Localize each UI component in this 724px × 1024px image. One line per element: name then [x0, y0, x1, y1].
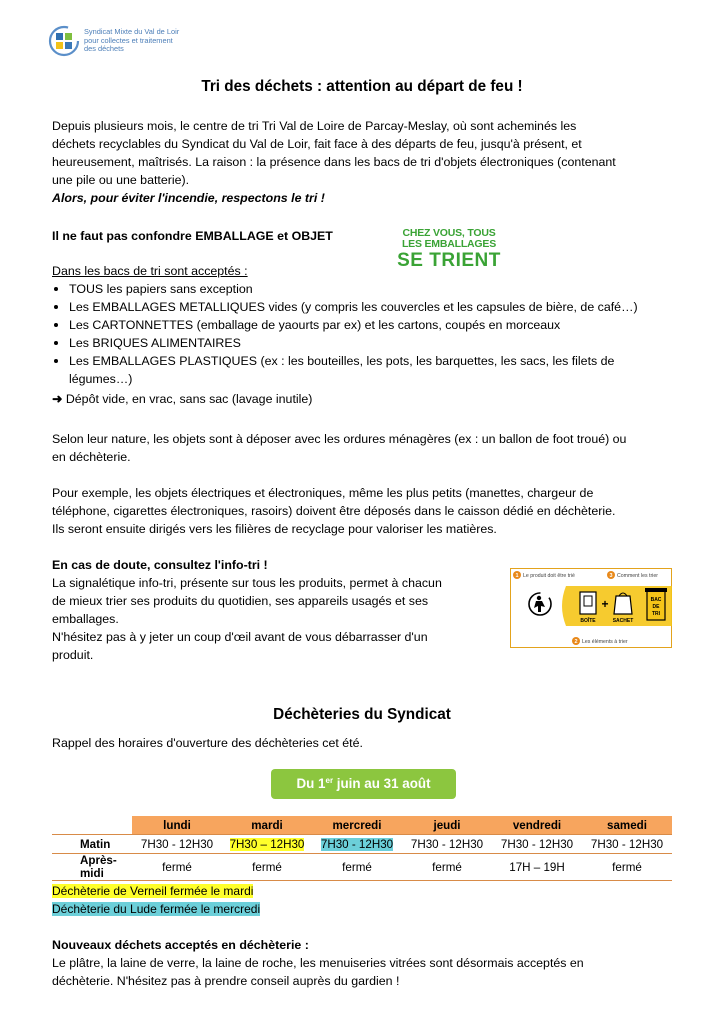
list-item: TOUS les papiers sans exception	[52, 280, 672, 298]
period-banner: Du 1er juin au 31 août	[271, 769, 456, 799]
syndicat-logo	[48, 25, 179, 57]
day-header: samedi	[582, 816, 672, 835]
day-header: lundi	[132, 816, 222, 835]
table-cell: fermé	[402, 854, 492, 881]
emballages-trient-badge: CHEZ VOUS, TOUS LES EMBALLAGES SE TRIENT	[397, 227, 501, 271]
svg-text:BOÎTE: BOÎTE	[580, 618, 596, 624]
svg-text:2: 2	[574, 639, 578, 645]
confuse-heading: Il ne faut pas confondre EMBALLAGE et OBJET	[52, 229, 333, 243]
fire-risk-intro: Depuis plusieurs mois, le centre de tri Tri Val de Loire de Parcay-Meslay, où sont acheminés les déchets recyclables du Syndicat du Val de Loir, fait face à des départs de feu, jusqu'à présent, et heureusement, maîtrisés. La raison : la présence dans les bacs de tri d'objets électroniques (contenant une pile ou une batterie). Alors, pour éviter l'incendie, respectons le tri !	[52, 117, 672, 207]
svg-text:DE: DE	[652, 604, 660, 610]
table-cell: 17H – 19H	[492, 854, 582, 881]
table-cell: 7H30 - 12H30	[312, 835, 402, 854]
table-row	[52, 854, 672, 881]
infotri-graphic	[510, 568, 672, 648]
svg-text:TRI: TRI	[651, 611, 661, 617]
new-waste-paragraph: Le plâtre, la laine de verre, la laine de roche, les menuiseries vitrées sont désormais acceptés en déchèterie. N'hésitez pas à prendre conseil auprès du gardien !	[52, 956, 584, 988]
deposit-note: ➜ Dépôt vide, en vrac, sans sac (lavage inutile)	[52, 392, 313, 406]
table-cell: fermé	[132, 854, 222, 881]
day-header: jeudi	[402, 816, 492, 835]
list-item: Les EMBALLAGES PLASTIQUES (ex : les bouteilles, les pots, les barquettes, les sacs, les filets de	[52, 352, 672, 370]
accepted-heading: Dans les bacs de tri sont acceptés :	[52, 264, 248, 278]
bag-icon	[614, 593, 632, 614]
box-icon	[580, 592, 596, 614]
svg-text:1: 1	[515, 573, 519, 579]
new-waste-heading: Nouveaux déchets acceptés en déchèterie :	[52, 938, 309, 952]
syndicat-logo-icon	[48, 25, 80, 57]
fire-risk-title: Tri des déchets : attention au départ de feu !	[201, 78, 523, 95]
dechetteries-title: Déchèteries du Syndicat	[273, 706, 451, 723]
day-header: mercredi	[312, 816, 402, 835]
table-header-row	[52, 816, 672, 835]
table-cell: 7H30 - 12H30	[582, 835, 672, 854]
svg-text:+: +	[601, 597, 609, 611]
day-header: vendredi	[492, 816, 582, 835]
table-cell: 7H30 - 12H30	[402, 835, 492, 854]
accepted-list	[52, 280, 672, 388]
svg-text:3: 3	[609, 573, 613, 579]
verneil-closure-note: Déchèterie de Verneil fermée le mardi	[52, 884, 254, 898]
table-cell: 7H30 - 12H30	[132, 835, 222, 854]
list-item: Les CARTONNETTES (emballage de yaourts par ex) et les cartons, coupés en morceaux	[52, 316, 672, 334]
table-cell: 7H30 – 12H30	[222, 835, 312, 854]
list-item: Les BRIQUES ALIMENTAIRES	[52, 334, 672, 352]
table-row	[52, 835, 672, 854]
svg-text:Le produit doit être trié: Le produit doit être trié	[523, 573, 575, 579]
lude-closure-note: Déchèterie du Lude fermée le mercredi	[52, 902, 261, 916]
row-label: Matin	[52, 835, 132, 854]
dechetteries-intro: Rappel des horaires d'ouverture des déchèteries cet été.	[52, 736, 363, 750]
day-header: mardi	[222, 816, 312, 835]
fire-risk-emphasis: Alors, pour éviter l'incendie, respectons le tri !	[52, 191, 325, 205]
svg-text:Les éléments à trier: Les éléments à trier	[582, 639, 628, 645]
row-label: Après-midi	[52, 854, 132, 881]
example-paragraph: Pour exemple, les objets électriques et électroniques, même les plus petits (manettes, chargeur de téléphone, cigarettes électroniques, rasoirs) doivent être déposés dans le caisson dédié en déchèterie. Ils seront ensuite dirigés vers les filières de recyclage pour valoriser les matières.	[52, 486, 616, 536]
syndicat-logo-text: Syndicat Mixte du Val de Loir pour collectes et traitement des déchets	[84, 27, 180, 54]
doubt-paragraph: La signalétique info-tri, présente sur tous les produits, permet à chacun de mieux trier ses produits du quotidien, ses appareils usagés et ses emballages. N'hésitez pas à y jeter un coup d'œil avant de vous débarrasser d'un produit.	[52, 576, 442, 662]
list-item-continued: légumes…)	[69, 372, 133, 386]
infotri-illustration	[510, 568, 672, 648]
triman-icon	[529, 593, 551, 615]
table-cell: fermé	[222, 854, 312, 881]
opening-hours-table	[52, 816, 672, 881]
list-item: Les EMBALLAGES METALLIQUES vides (y compris les couvercles et les capsules de bière, de café…)	[52, 298, 672, 316]
svg-text:BAC: BAC	[650, 597, 662, 603]
objects-paragraph: Selon leur nature, les objets sont à déposer avec les ordures ménagères (ex : un ballon de foot troué) ou en déchèterie.	[52, 432, 627, 464]
doubt-heading: En cas de doute, consultez l'info-tri !	[52, 558, 268, 572]
svg-text:SACHET: SACHET	[612, 618, 634, 624]
table-cell: fermé	[582, 854, 672, 881]
table-cell: fermé	[312, 854, 402, 881]
arrow-right-icon: ➜	[52, 392, 63, 406]
svg-text:Comment les trier: Comment les trier	[617, 573, 658, 579]
table-cell: 7H30 - 12H30	[492, 835, 582, 854]
